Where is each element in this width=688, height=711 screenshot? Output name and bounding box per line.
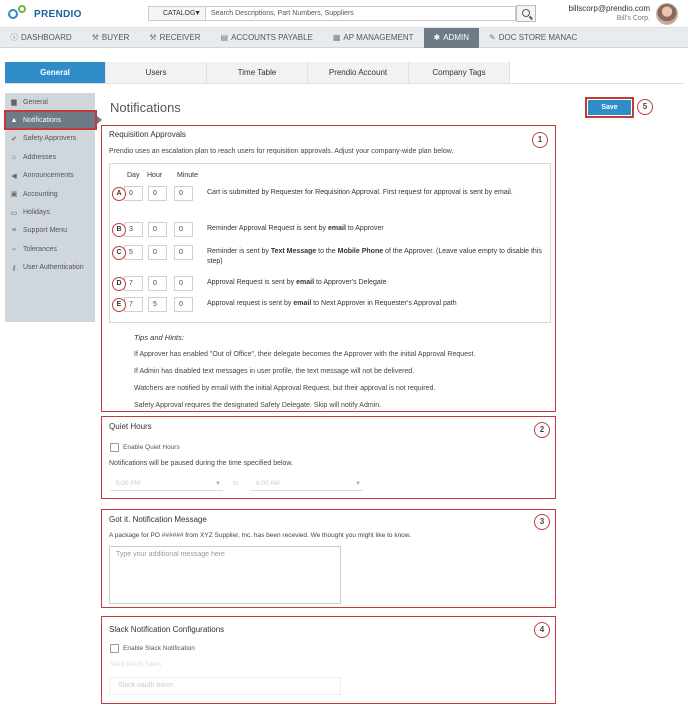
hour-input[interactable]: 5 <box>148 297 167 312</box>
tip-item: If Admin has disabled text messages in user profile, the text message will not be delivered. <box>134 368 415 375</box>
escalation-row-c <box>110 245 550 263</box>
search-input[interactable]: Search Descriptions, Part Numbers, Suppliers <box>206 6 516 21</box>
megaphone-icon: ◀ <box>11 172 17 180</box>
got-it-title: Got it. Notification Message <box>109 515 207 524</box>
step-label-c: C <box>112 246 126 260</box>
document-icon: ▤ <box>220 33 229 42</box>
logo-text: PRENDIO <box>34 8 82 20</box>
notifications-highlight <box>4 110 97 130</box>
sidebar-item-accounting[interactable]: ▣ Accounting <box>10 190 58 199</box>
minute-input[interactable]: 0 <box>174 186 193 201</box>
tab-prendio-account[interactable]: Prendio Account <box>308 62 409 83</box>
top-header <box>0 0 688 28</box>
quiet-from-select[interactable]: 5:00 PM ▼ <box>110 477 223 491</box>
col-day: Day <box>127 172 140 179</box>
minute-input[interactable]: 0 <box>174 276 193 291</box>
sidebar-item-user-authentication[interactable]: ⚷ User Authentication <box>5 259 95 277</box>
sidebar-item-safety-approvers[interactable]: ✔ Safety Approvers <box>5 130 95 148</box>
step-description: Approval request is sent by email to Next Approver in Requester's Approval path <box>207 300 457 307</box>
warning-icon: ▲ <box>10 117 18 125</box>
nav-ap-management[interactable]: ▦ AP MANAGEMENT <box>323 28 424 48</box>
avatar[interactable] <box>656 3 678 25</box>
step-label-b: B <box>112 223 126 237</box>
requisition-title: Requisition Approvals <box>109 130 186 139</box>
tab-general[interactable]: General <box>5 62 106 83</box>
slack-title: Slack Notification Configurations <box>109 625 225 634</box>
step-description: Cart is submitted by Requester for Requisition Approval. First request for approval is sent by email. <box>207 189 513 196</box>
enable-quiet-hours-label: Enable Quiet Hours <box>123 444 180 451</box>
col-hour: Hour <box>147 172 163 179</box>
tip-item: Watchers are notified by email with the initial Approval Request, but their approval is not required. <box>134 385 436 392</box>
step-description: Reminder Approval Request is sent by email to Approver <box>207 225 384 232</box>
sidebar-item-announcements[interactable]: ◀ Announcements <box>5 167 95 185</box>
day-input[interactable]: 0 <box>124 186 143 201</box>
callout-2: 2 <box>534 422 550 438</box>
escalation-row-d <box>110 276 550 294</box>
nav-dashboard[interactable]: ⓘ DASHBOARD <box>0 28 82 48</box>
menu-icon: ≡ <box>11 227 17 235</box>
nav-receiver[interactable]: ⚒ RECEIVER <box>139 28 210 48</box>
day-input[interactable]: 3 <box>124 222 143 237</box>
sidebar-item-general[interactable]: ▆ General <box>5 93 95 111</box>
day-input[interactable]: 7 <box>124 297 143 312</box>
user-company: Bill's Corp. <box>616 15 650 22</box>
slack-config-section <box>101 616 556 704</box>
caret-down-icon: ▼ <box>355 481 361 487</box>
callout-3: 3 <box>534 514 550 530</box>
user-email[interactable]: billscorp@prendio.com <box>568 4 650 13</box>
sidebar-item-support-menu[interactable]: ≡ Support Menu <box>5 222 95 240</box>
sub-tabs <box>0 62 688 83</box>
nav-doc-store[interactable]: ✎ DOC STORE MANAC <box>479 28 587 48</box>
arrows-icon: ⇔ <box>10 245 18 253</box>
escalation-row-b <box>110 222 550 240</box>
step-label-e: E <box>112 298 126 312</box>
step-label-d: D <box>112 277 126 291</box>
save-button[interactable]: Save <box>588 100 631 115</box>
hour-input[interactable]: 0 <box>148 222 167 237</box>
sidebar-item-tolerances[interactable]: ⇔ Tolerances <box>10 245 57 253</box>
enable-slack-label: Enable Slack Notification <box>123 645 195 652</box>
ledger-icon: ▣ <box>10 191 18 199</box>
search-icon <box>522 9 530 17</box>
minute-input[interactable]: 0 <box>174 222 193 237</box>
home-icon: ⌂ <box>11 153 17 161</box>
sidebar-item-holidays[interactable]: ▭ Holidays <box>10 209 50 217</box>
active-pointer-icon <box>97 116 102 124</box>
calculator-icon: ▦ <box>332 33 341 42</box>
tip-item: Safety Approval requires the designated Safety Delegate. Skip will notify Admin. <box>134 402 382 409</box>
escalation-grid <box>109 163 551 323</box>
tips-title: Tips and Hints: <box>134 333 184 342</box>
nav-accounts-payable[interactable]: ▤ ACCOUNTS PAYABLE <box>211 28 323 48</box>
quiet-hours-title: Quiet Hours <box>109 422 152 431</box>
buyer-icon: ⚒ <box>91 33 99 42</box>
enable-quiet-hours-checkbox[interactable] <box>110 443 119 452</box>
step-description: Approval Request is sent by email to Approver's Delegate <box>207 279 387 286</box>
caret-down-icon: ▼ <box>215 481 221 487</box>
minute-input[interactable]: 0 <box>174 297 193 312</box>
quiet-to-select[interactable]: 8:00 AM ▼ <box>250 477 363 491</box>
receiver-icon: ⚒ <box>149 33 157 42</box>
hour-input[interactable]: 0 <box>148 276 167 291</box>
nav-admin[interactable]: ✱ ADMIN <box>424 28 479 48</box>
enable-slack-checkbox[interactable] <box>110 644 119 653</box>
caret-down-icon: ▼ <box>194 10 201 17</box>
tab-company-tags[interactable]: Company Tags <box>409 62 510 83</box>
main-nav <box>0 28 688 48</box>
hour-input[interactable]: 0 <box>148 245 167 260</box>
day-input[interactable]: 7 <box>124 276 143 291</box>
step-description: Reminder is sent by Text Message to the Mobile Phone of the Approver. (Leave value empty to disable this step) <box>207 248 542 265</box>
logo-mark-icon <box>8 5 30 23</box>
catalog-dropdown[interactable] <box>148 6 206 21</box>
dashboard-icon: ▆ <box>11 99 17 107</box>
day-input[interactable]: 5 <box>124 245 143 260</box>
quiet-hours-section <box>101 416 556 499</box>
callout-4: 4 <box>534 622 550 638</box>
gear-icon: ✱ <box>433 33 441 42</box>
calendar-icon: ▭ <box>10 209 18 217</box>
to-label: to <box>233 480 239 487</box>
got-it-message-section <box>101 509 556 608</box>
tab-users[interactable]: Users <box>106 62 207 83</box>
info-icon: ⓘ <box>10 33 18 42</box>
minute-input[interactable]: 0 <box>174 245 193 260</box>
hour-input[interactable]: 0 <box>148 186 167 201</box>
divider <box>5 83 683 84</box>
sidebar-item-addresses[interactable]: ⌂ Addresses <box>5 148 95 166</box>
escalation-row-e <box>110 297 550 315</box>
slack-token-label: Slack OAuth Token <box>110 662 161 668</box>
step-label-a: A <box>112 187 126 201</box>
search-button[interactable] <box>516 5 536 22</box>
catalog-label: CATALOG <box>163 10 196 17</box>
escalation-row-a <box>110 186 550 204</box>
shield-check-icon: ✔ <box>11 135 17 143</box>
quiet-hours-description: Notifications will be paused during the time specified below. <box>109 460 294 467</box>
additional-message-textarea[interactable]: Type your additional message here <box>109 546 341 604</box>
requisition-approvals-section <box>101 125 556 412</box>
sidebar-item-notifications[interactable]: ▲ Notifications <box>5 111 95 129</box>
callout-1: 1 <box>532 132 548 148</box>
tab-time-table[interactable]: Time Table <box>207 62 308 83</box>
nav-buyer[interactable]: ⚒ BUYER <box>82 28 140 48</box>
pencil-icon: ✎ <box>489 33 496 42</box>
key-icon: ⚷ <box>11 264 17 272</box>
requisition-description: Prendio uses an escalation plan to reach users for requisition approvals. Adjust your company-wide plan below. <box>109 148 454 155</box>
col-minute: Minute <box>177 172 199 179</box>
prendio-logo[interactable] <box>8 5 82 23</box>
callout-5: 5 <box>637 99 653 115</box>
page-title: Notifications <box>110 100 181 115</box>
slack-token-input[interactable]: Slack oauth token <box>109 677 341 695</box>
got-it-description: A package for PO ###### from XYZ Supplier, Inc. has been recevied. We thought you might like to know. <box>109 532 411 539</box>
tip-item: If Approver has enabled "Out of Office", their delegate becomes the Approver with the initial Approval Request. <box>134 351 476 358</box>
